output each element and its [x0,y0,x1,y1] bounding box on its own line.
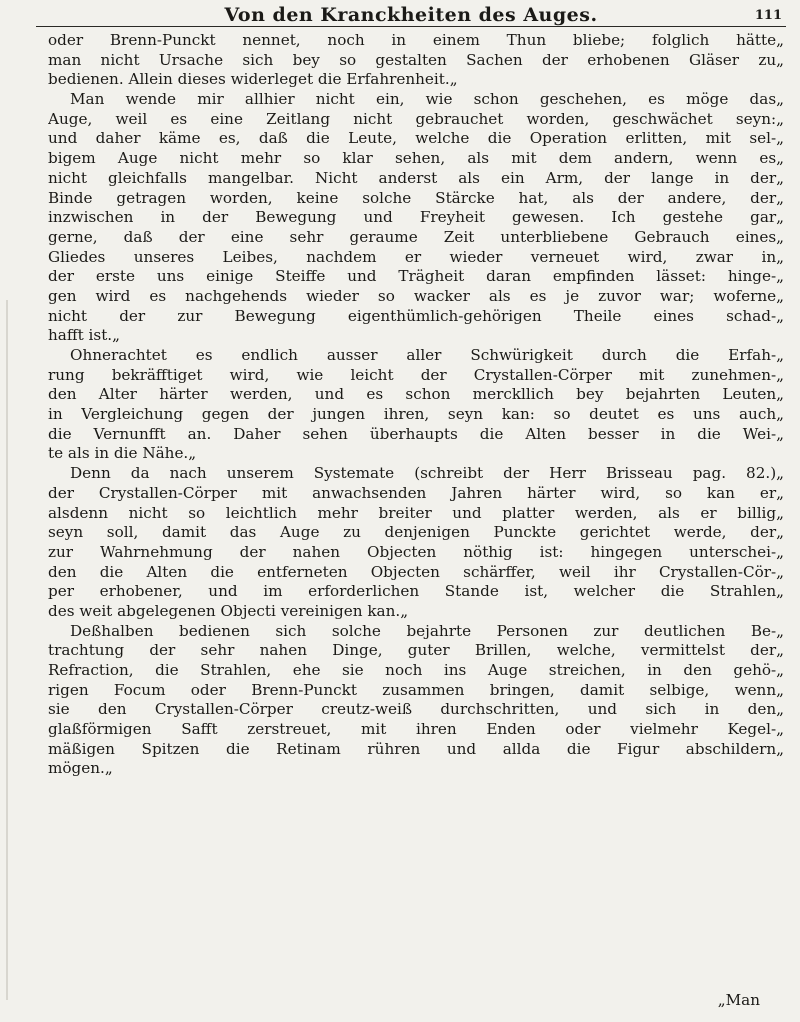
text-line: zur Wahrnehmung der nahen Objecten nöthig ist: hingegen unterschei-„ [48,542,784,561]
text-line: te als in die Nähe.„ [48,444,197,463]
text-line: gerne, daß der eine sehr geraume Zeit unterbliebene Gebrauch eines„ [48,227,784,246]
text-line: Gliedes unseres Leibes, nachdem er wieder verneuet wird, zwar in„ [48,247,784,266]
text-line: und daher käme es, daß die Leute, welche die Operation erlitten, mit sel-„ [48,129,784,148]
text-line: oder Brenn-Punckt nennet, noch in einem Thun bliebe; folglich hätte„ [48,31,784,49]
body-text [48,31,784,779]
text-line: nicht der zur Bewegung eigenthümlich-gehörigen Theile eines schad-„ [48,306,784,325]
text-line: Refraction, die Strahlen, ehe sie noch ins Auge streichen, in den gehö-„ [48,661,784,679]
text-line: der Crystallen-Cörper mit anwachsenden Jahren härter wird, so kan er„ [48,483,784,502]
text-line: in Vergleichung gegen der jungen ihren, seyn kan: so deutet es uns auch„ [48,405,784,424]
text-line: die Vernunfft an. Daher sehen überhaupts die Alten besser in die Wei-„ [48,424,784,443]
text-line: trachtung der sehr nahen Dinge, guter Brillen, welche, vermittelst der„ [48,641,784,660]
text-line: alsdenn nicht so leichtlich mehr breiter und platter werden, als er billig„ [48,503,784,522]
text-line: hafft ist.„ [48,326,121,345]
text-line: den die Alten die entferneten Objecten schärffer, weil ihr Crystallen-Cör-„ [48,562,784,581]
text-line: Deßhalben bedienen sich solche bejahrte Personen zur deutlichen Be-„ [70,621,784,640]
text-line: Ohnerachtet es endlich ausser aller Schwürigkeit durch die Erfah-„ [70,346,784,364]
catchword: „Man [717,991,760,1009]
page-header [36,4,786,27]
text-line: der erste uns einige Steiffe und Trägheit daran empfinden lässet: hinge-„ [48,267,784,286]
text-line: gen wird es nachgehends wieder so wacker als es je zuvor war; woferne„ [48,286,784,305]
text-line: Binde getragen worden, keine solche Stärcke hat, als der andere, der„ [48,188,784,207]
text-line: man nicht Ursache sich bey so gestalten Sachen der erhobenen Gläser zu„ [48,50,784,69]
page-number: 111 [754,8,782,23]
text-line: mögen.„ [48,759,113,778]
text-line: rung bekräfftiget wird, wie leicht der Crystallen-Cörper mit zunehmen-„ [48,365,784,384]
running-head: Von den Kranckheiten des Auges. [224,4,598,26]
text-line: inzwischen in der Bewegung und Freyheit gewesen. Ich gestehe gar„ [48,208,784,227]
text-line: glaßförmigen Safft zerstreuet, mit ihren Enden oder vielmehr Kegel-„ [48,720,784,739]
text-line: seyn soll, damit das Auge zu denjenigen Punckte gerichtet werde, der„ [48,523,784,542]
text-line: Man wende mir allhier nicht ein, wie schon geschehen, es möge das„ [70,90,784,109]
text-line: nicht gleichfalls mangelbar. Nicht anderst als ein Arm, der lange in der„ [48,168,784,187]
text-line: bigem Auge nicht mehr so klar sehen, als mit dem andern, wenn es„ [48,149,784,168]
text-line: bedienen. Allein dieses widerleget die Erfahrenheit.„ [48,70,458,89]
text-line: per erhobener, und im erforderlichen Stande ist, welcher die Strahlen„ [48,582,784,601]
text-line: den Alter härter werden, und es schon merckllich bey bejahrten Leuten„ [48,385,784,404]
text-line: Auge, weil es eine Zeitlang nicht gebrauchet worden, geschwächet seyn:„ [48,109,784,128]
text-line: rigen Focum oder Brenn-Punckt zusammen bringen, damit selbige, wenn„ [48,680,784,699]
page-edge-shadow [6,300,8,1000]
text-line: sie den Crystallen-Cörper creutz-weiß durchschritten, und sich in den„ [48,700,784,719]
text-line: Denn da nach unserem Systemate (schreibt der Herr Brisseau pag. 82.)„ [70,464,784,483]
text-line: des weit abgelegenen Objecti vereinigen kan.„ [48,601,409,620]
text-line: mäßigen Spitzen die Retinam rühren und allda die Figur abschildern„ [48,739,784,758]
